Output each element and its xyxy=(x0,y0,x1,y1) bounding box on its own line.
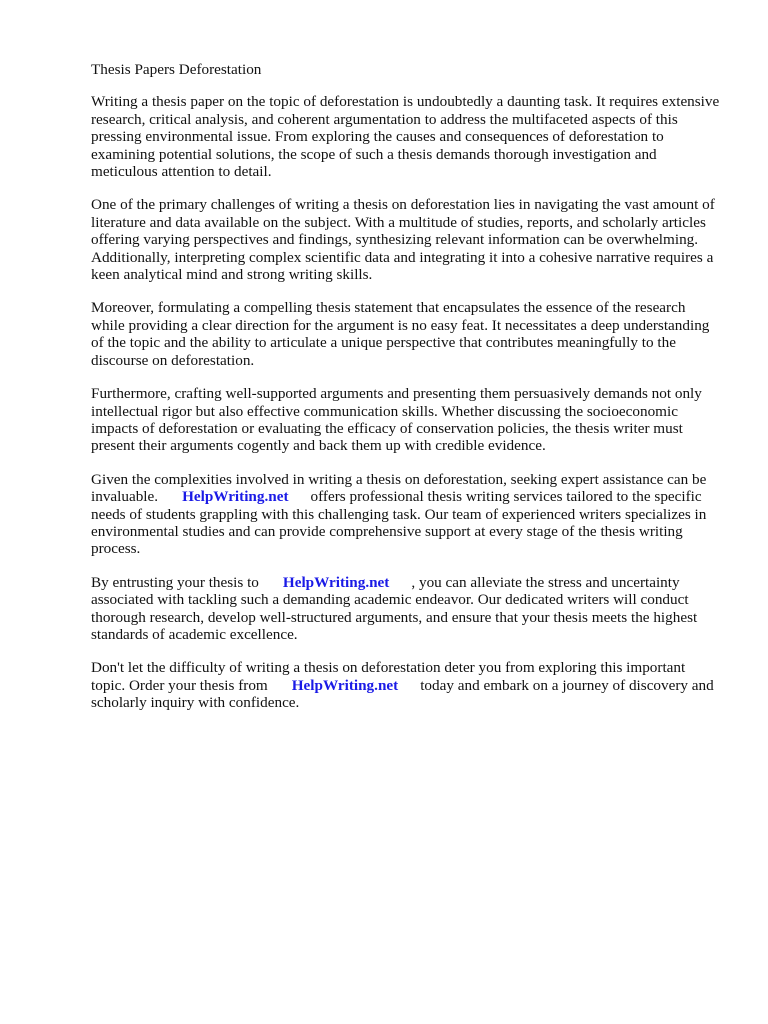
paragraph-entrusting-text-after: , you can alleviate the stress and uncertainty associated with tackling such a demanding academic endeavor. Our dedicated writers will conduct thorough research, develop well-structured arguments, and ensure that your thesis meets the highest standards of academic excellence. xyxy=(91,573,698,643)
paragraph-assistance-text-before: Given the complexities involved in writing a thesis on deforestation, seeking expert assistance can be invaluable. xyxy=(91,470,707,506)
paragraph-thesis-statement: Moreover, formulating a compelling thesis statement that encapsulates the essence of the research while providing a clear direction for the argument is no easy feat. It necessitates a deep understanding of the topic and the ability to articulate a unique perspective that contributes meaningfully to the discourse on deforestation. xyxy=(91,299,710,369)
paragraph-entrusting xyxy=(91,574,720,644)
paragraph-closing xyxy=(91,659,720,711)
paragraph-assistance-text-after: offers professional thesis writing services tailored to the specific needs of students grappling with this challenging task. Our team of experienced writers specializes in environmental studies and can provide comprehensive support at every stage of the thesis writing process. xyxy=(91,488,707,558)
paragraph-challenges: One of the primary challenges of writing a thesis on deforestation lies in navigating the vast amount of literature and data available on the subject. With a multitude of studies, reports, and scholarly articles offering varying perspectives and findings, synthesizing relevant information can be overwhelming. Additionally, interpreting complex scientific data and integrating it into a cohesive narrative requires a keen analytical mind and strong writing skills. xyxy=(91,196,715,284)
paragraph-closing-text-after: today and embark on a journey of discovery and scholarly inquiry with confidence. xyxy=(91,676,714,712)
paragraph-assistance xyxy=(91,471,720,558)
helpwriting-link-3[interactable]: HelpWriting.net xyxy=(291,676,399,694)
paragraph-entrusting-text-before: By entrusting your thesis to xyxy=(91,573,259,591)
document-title: Thesis Papers Deforestation xyxy=(91,61,262,78)
helpwriting-link-2[interactable]: HelpWriting.net xyxy=(282,573,390,591)
paragraph-closing-text-before: Don't let the difficulty of writing a thesis on deforestation deter you from exploring this important topic. Order your thesis from xyxy=(91,659,686,694)
paragraph-arguments: Furthermore, crafting well-supported arguments and presenting them persuasively demands not only intellectual rigor but also effective communication skills. Whether discussing the socioeconomic impacts of deforestation or evaluating the efficacy of conservation policies, the thesis writer must present their arguments cogently and back them up with credible evidence. xyxy=(91,385,702,455)
helpwriting-link-1[interactable]: HelpWriting.net xyxy=(182,488,289,506)
paragraph-intro: Writing a thesis paper on the topic of deforestation is undoubtedly a daunting task. It requires extensive research, critical analysis, and coherent argumentation to address the multifaceted aspects of this pressing environmental issue. From exploring the causes and consequences of deforestation to examining potential solutions, the scope of such a thesis demands thorough investigation and meticulous attention to detail. xyxy=(91,93,720,181)
